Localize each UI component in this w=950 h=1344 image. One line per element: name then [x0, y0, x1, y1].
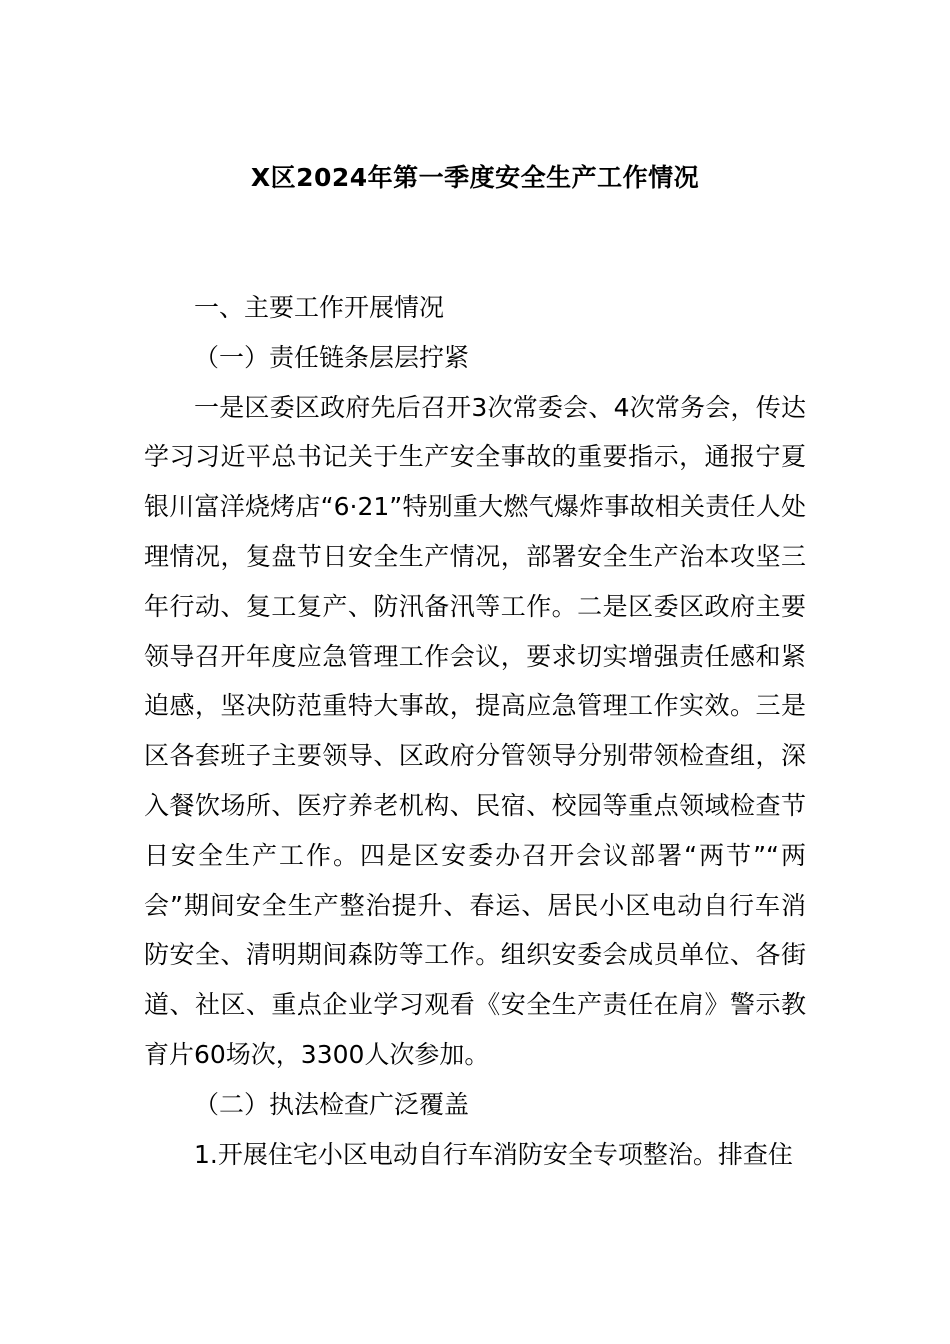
section-heading-1: 一、主要工作开展情况	[194, 293, 445, 322]
subsection-heading-2: （二）执法检查广泛覆盖	[194, 1089, 470, 1119]
subsection-heading-1: （一）责任链条层层拧紧	[194, 342, 470, 372]
paragraph-ebike-fire-safety: 1.开展住宅小区电动自行车消防安全专项整治。排查住	[194, 1139, 793, 1169]
document-title: X区2024年第一季度安全生产工作情况	[250, 163, 700, 192]
document-body	[144, 283, 806, 1179]
paragraph-responsibility-chain: 一是区委区政府先后召开3次常委会、4次常务会，传达学习习近平总书记关于生产安全事故的重要指示，通报宁夏银川富洋烧烤店“6·21”特别重大燃气爆炸事故相关责任人处理情况，复盘节日安全生产情况，部署安全生产治本攻坚三年行动、复工复产、防汛备汛等工作。二是区委区政府主要领导召开年度应急管理工作会议，要求切实增强责任感和紧迫感，坚决防范重特大事故，提高应急管理工作实效。三是区各套班子主要领导、区政府分管领导分别带领检查组，深入餐饮场所、医疗养老机构、民宿、校园等重点领域检查节日安全生产工作。四是区安委办召开会议部署“两节”“两会”期间安全生产整治提升、春运、居民小区电动自行车消防安全、清明期间森防等工作。组织安委会成员单位、各街道、社区、重点企业学习观看《安全生产责任在肩》警示教育片60场次，3300人次参加。	[144, 392, 806, 1069]
